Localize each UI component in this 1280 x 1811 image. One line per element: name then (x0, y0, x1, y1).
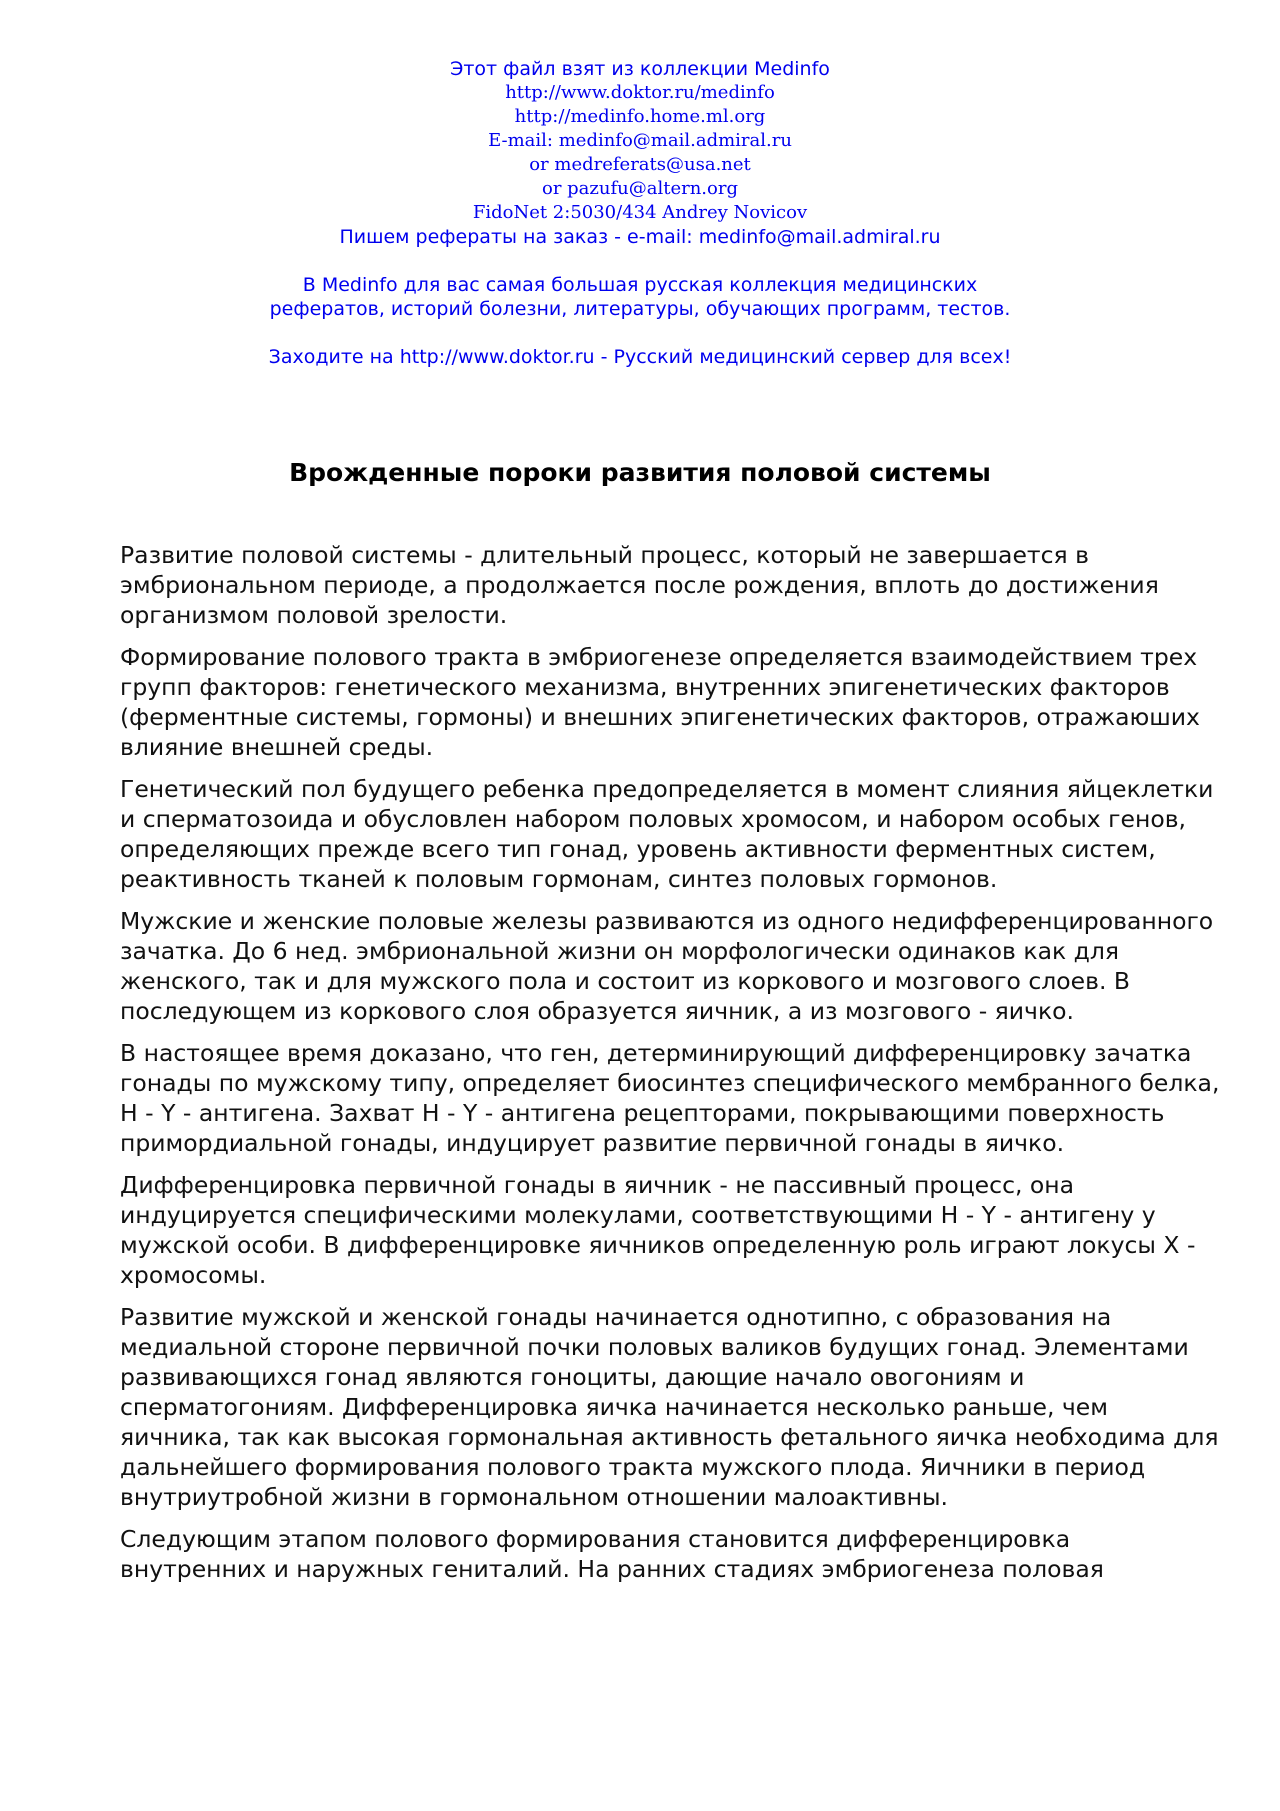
body-paragraph: Развитие мужской и женской гонады начинается однотипно, с образования на медиальной стороне первичной почки половых валиков будущих гонад. Элементами развивающихся гонад являются гоноциты, дающие начало овогониям и сперматогониям. Дифференцировка яичка начинается несколько раньше, чем яичника, так как высокая гормональная активность фетального яичка необходима для дальнейшего формирования полового тракта мужского плода. Яичники в период внутриутробной жизни в гормональном отношении малоактивны. (120, 1303, 1219, 1511)
header-visit-line: Заходите на http://www.doktor.ru - Русский медицинский сервер для всех! (268, 346, 1012, 368)
header-url-link[interactable]: http://medinfo.home.ml.org (514, 106, 766, 127)
body-paragraph: Формирование полового тракта в эмбриогенезе определяется взаимодействием трех групп факторов: генетического механизма, внутренних эпигенетических факторов (ферментные системы, гормоны) и внешних эпигенетических факторов, отражаюших влияние внешней среды. (120, 643, 1200, 761)
header-fidonet-line: FidoNet 2:5030/434 Andrey Novicov (472, 202, 808, 223)
body-paragraph: Следующим этапом полового формирования становится дифференцировка внутренних и наружных гениталий. На ранних стадиях эмбриогенеза половая (120, 1525, 1104, 1583)
header-collection-line: Этот файл взят из коллекции Medinfo (450, 58, 830, 80)
header-spacer (0, 321, 1280, 345)
header-promo-line: рефератов, историй болезни, литературы, обучающих программ, тестов. (269, 298, 1011, 320)
document-title: Врожденные пороки развития половой системы (289, 458, 991, 487)
header-email-link[interactable]: or medreferats@usa.net (529, 154, 751, 175)
body-paragraph: В настоящее время доказано, что ген, детерминирующий дифференцировку зачатка гонады по мужскому типу, определяет биосинтез специфического мембранного белка, Н - Y - антигена. Захват Н - Y - антигена рецепторами, покрывающими поверхность примордиальной гонады, индуцирует развитие первичной гонады в яичко. (120, 1039, 1220, 1157)
header-promo-line: В Medinfo для вас самая большая русская коллекция медицинских (302, 274, 978, 296)
body-paragraph: Дифференцировка первичной гонады в яичник - не пассивный процесс, она индуцируется специфическими молекулами, соответствующими Н - Y - антигену у мужской особи. В дифференцировке яичников определенную роль играют локусы Х - хромосомы. (120, 1171, 1196, 1289)
body-paragraph: Генетический пол будущего ребенка предопределяется в момент слияния яйцеклетки и сперматозоида и обусловлен набором половых хромосом, и набором особых генов, определяющих прежде всего тип гонад, уровень активности ферментных систем, реактивность тканей к половым гормонам, синтез половых гормонов. (120, 775, 1214, 893)
header-order-line: Пишем рефераты на заказ - e-mail: medinfo@mail.admiral.ru (339, 226, 941, 248)
collection-header (0, 57, 1280, 369)
document-body (120, 540, 1220, 1596)
header-url-link[interactable]: http://www.doktor.ru/medinfo (505, 82, 775, 103)
body-paragraph: Развитие половой системы - длительный процесс, который не завершается в эмбриональном периоде, а продолжается после рождения, вплоть до достижения организмом половой зрелости. (120, 541, 1159, 629)
header-email-link[interactable]: E-mail: medinfo@mail.admiral.ru (488, 130, 792, 151)
header-spacer (0, 249, 1280, 273)
header-email-link[interactable]: or pazufu@altern.org (541, 178, 738, 199)
body-paragraph: Мужские и женские половые железы развиваются из одного недифференцированного зачатка. До 6 нед. эмбриональной жизни он морфологически одинаков как для женского, так и для мужского пола и состоит из коркового и мозгового слоев. В последующем из коркового слоя образуется яичник, а из мозгового - яичко. (120, 907, 1214, 1025)
